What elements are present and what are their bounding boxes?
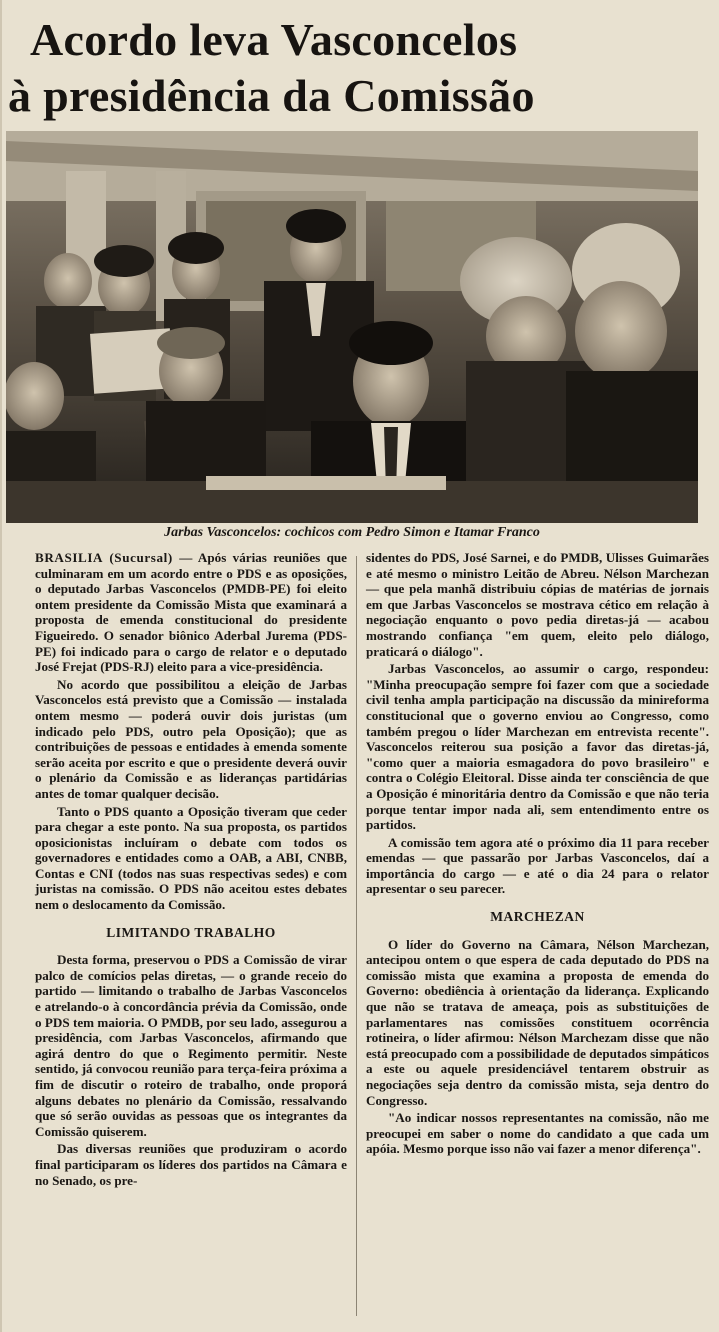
paragraph-3: Tanto o PDS quanto a Oposição tiveram que ceder para chegar a este ponto. Na sua proposta, os partidos oposicionistas incluíram o debate com todos os governadores e entidades como a OAB, a ABI, CNBB, Contas e CNI (todos nas suas respectivas sedes) e com juristas na comissão. O PDS não aceitou estes debates nem o deslocamento da Comissão.: [35, 803, 347, 913]
paragraph-6: Jarbas Vasconcelos, ao assumir o cargo, respondeu: "Minha preocupação sempre foi fazer com que a sociedade civil tenha ampla participação na discussão da minireforma constitucional que o governo enviou ao Congresso, como também pregou o líder Marchezan em entrevista recente". Vasconcelos reiterou sua posição a favor das diretas-já, "como quer a maioria esmagadora do povo brasileiro" e contra o Colégio Eleitoral. Disse ainda ter consciência de que a Oposição é minoritária dentro da Comissão e que não teria porque tentar impor nada ali, sem entendimento entre os partidos.: [366, 661, 709, 833]
headline-line-1: Acordo leva Vasconcelos: [30, 14, 518, 65]
paragraph-5-continued: sidentes do PDS, José Sarnei, e do PMDB, Ulisses Guimarães e até mesmo o ministro Leitão de Abreu. Nélson Marchezan — que pela manhã distribuiu cópias de matérias de jornais em que Jarbas Vasconcelos se mostrava cético em relação à negociação enquanto o povo pedia diretas-já — acabou mostrando confiança "em quem, eleito pelo diálogo, praticará o diálogo".: [366, 550, 709, 659]
headline-line-2: à presidência da Comissão: [8, 70, 535, 121]
column-divider: [356, 556, 357, 1316]
news-photo-graphic: [6, 131, 698, 523]
dateline: BRASILIA (Sucursal): [35, 550, 173, 565]
paragraph-1: [35, 550, 347, 675]
subheading-limitando-trabalho: LIMITANDO TRABALHO: [106, 924, 276, 940]
paragraph-2: No acordo que possibilitou a eleição de Jarbas Vasconcelos está previsto que a Comissão — instalada ontem mesmo — poderá ouvir dois juristas (um indicado pelo PDS, outro pela Oposição); que as contribuições de pessoas e entidades à emenda somente serão aceita por escrito e que o presidente deverá ouvir o plenário da Comissão e as lideranças partidárias antes de tomar qualquer decisão.: [35, 676, 347, 801]
paragraph-8: O líder do Governo na Câmara, Nélson Marchezan, antecipou ontem o que espera de cada deputado do PDS na comissão mista que examina a proposta de emenda do Governo: obediência à orientação da liderança. Explicando que não se tratava de ameaça, pois as substituições de parlamentares nas comissões constituem ocorrência rotineira, o líder afirmou: Nélson Marchezam disse que não está preocupado com a possibilidade de deputados simpáticos a este ou aquele presidenciável tentarem obstruir as negociações seja dentro da comissão mista, seja dentro do Congresso.: [366, 936, 709, 1108]
photo-caption: Jarbas Vasconcelos: cochicos com Pedro Simon e Itamar Franco: [164, 525, 540, 540]
article-column-right: [366, 550, 709, 1159]
article-column-left: [35, 550, 347, 1190]
paragraph-9: "Ao indicar nossos representantes na comissão, não me preocupei em saber o nome do candidato a que cada um apóia. Mesmo porque isso não vai fazer a menor diferença".: [366, 1110, 709, 1157]
paragraph-5: Das diversas reuniões que produziram o acordo final participaram os líderes dos partidos na Câmara e no Senado, os pre-: [35, 1141, 347, 1188]
paragraph-1-text: — Após várias reuniões que culminaram em um acordo entre o PDS e as oposições, o deputado Jarbas Vasconcelos (PMDB-PE) foi eleito ontem presidente da Comissão Mista que examinará a proposta de emenda constitucional do presidente Figueiredo. O senador biônico Aderbal Jurema (PDS-PE) foi indicado para o cargo de relator e o deputado José Frejat (PDS-RJ) eleito para a vice-presidência.: [35, 550, 347, 675]
paragraph-7: A comissão tem agora até o próximo dia 11 para receber emendas — que passarão por Jarbas Vasconcelos, daí a importância do cargo — e até o dia 24 para o relator apresentar o seu parecer.: [366, 834, 709, 897]
news-photo: [6, 131, 698, 523]
subheading-marchezan: MARCHEZAN: [490, 909, 585, 925]
paragraph-4: Desta forma, preservou o PDS a Comissão de virar palco de comícios pelas diretas, — o grande receio do partido — limitando o trabalho de Jarbas Vasconcelos e atrelando-o à concordância prévia da Comissão, onde o PDS tem maioria. O PMDB, por seu lado, assegurou a presidência, com Jarbas Vasconcelos, afirmando que agirá dentro do que o Regimento permitir. Neste sentido, já convocou reunião para terça-feira próxima a fim de discutir o roteiro de trabalho, onde proporá alguns debates no plenário da Comissão, ressalvando que só serão ouvidas as pessoas que os integrantes da Comissão quiserem.: [35, 952, 347, 1139]
headline: [8, 12, 715, 124]
